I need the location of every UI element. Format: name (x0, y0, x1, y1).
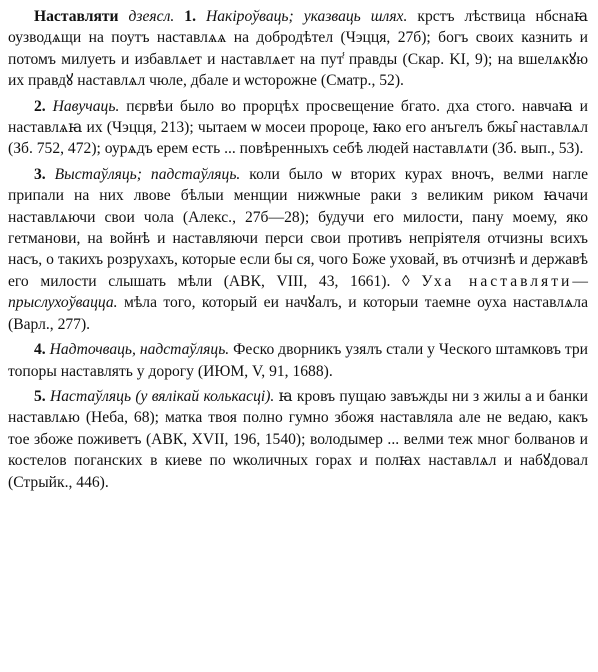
sense-1 (8, 6, 588, 92)
sense-text: крстъ лѣствица нбснаꙗ оузводѧщи на поутъ наставлѧѧ на добродѣтел (Чэцця, 27б); богъ своих казнить и потомъ милуеть и избавлѧет и наставлѧет на пут̾ правды (Скар. KI, 9); на вшелѧкꙋю их правдꙋ наставлѧл чюле, дбале и ѡсторожне (Сматр., 52). (8, 8, 588, 90)
sense-gloss: Выстаўляць; падстаўляць. (54, 165, 241, 183)
sense-text: ꙗ кровъ пущаю завъжды ни з жилы а и банки наставлѧю (Неба, 68); матка твоя полно гумно збожя наставляла але не ведаю, какъ тое збоже поживетъ (АВК, XVII, 196, 1540); володымер ... велми теж мног болванов и костелов поганских в киеве по ѡколичных горах и полꙗх наставлѧл и набꙋдовал (Стрыйк., 446). (8, 387, 588, 491)
idiom-dash: — (572, 272, 588, 290)
sense-2 (8, 96, 588, 160)
sense-number: 3. (34, 165, 46, 183)
part-of-speech: дзеясл. (128, 8, 175, 25)
sense-4 (8, 339, 588, 382)
sense-gloss: Надточваць, надстаўляць. (49, 341, 230, 359)
sense-gloss: Настаўляць (у вялікай колькасці). (49, 387, 275, 405)
sense-gloss: Накіроўваць; указваць шлях. (205, 8, 408, 25)
sense-5 (8, 386, 588, 493)
headword: Наставляти (34, 8, 119, 25)
sense-text: пєрвѣи было во прорцѣх просвещение бгато. дха стого. навчаꙗ и наставлѧꙗ их (Чэцця, 213); чытаем ѡ мосеи пророце, ꙗко его анъгелъ бжы̑ наставлѧл (Зб. 752, 472); оурѧдъ ерем есть ... повѣренныхъ себѣ людей наставлѧти (Зб. вып., 53). (8, 97, 588, 158)
sense-number: 5. (34, 387, 46, 405)
idiom-gloss: прыслухоўвацца. (8, 294, 118, 312)
sense-number: 2. (34, 97, 46, 115)
sense-number: 1. (184, 8, 196, 25)
idiom-phrase: Уха наставляти (421, 272, 573, 290)
sense-gloss: Навучаць. (52, 97, 120, 115)
sense-number: 4. (34, 341, 46, 359)
sense-text-cont: мѣла того, который еи начꙋалъ, и которыи таемне оуха наставлѧла (Варл., 277). (8, 294, 588, 333)
sense-text: коли было ѡ вторих курах вночъ, велми нагле припали на них лвове бѣлыи менщии нижѡные раки з великим риком ꙗчачи наставлѧючи свои чола (Алекс., 27б—28); будучи его милости, пану моему, яко гетманови, на войнѣ и наставляючи перси свои противъ непріятеля отчизны всихъ насъ, о такихъ розрухахъ, которые если бы ся, чого Боже уховай, въ отчизнѣ и державѣ его милости слышать мѣли (АВК, VIII, 43, 1661). ◊ (8, 165, 588, 290)
sense-text: Феско дворникъ узялъ стали у Ческого штамковъ три топоры наставлять у дорогу (ИЮМ, V, 91, 1688). (8, 341, 588, 380)
sense-3 (8, 164, 588, 335)
